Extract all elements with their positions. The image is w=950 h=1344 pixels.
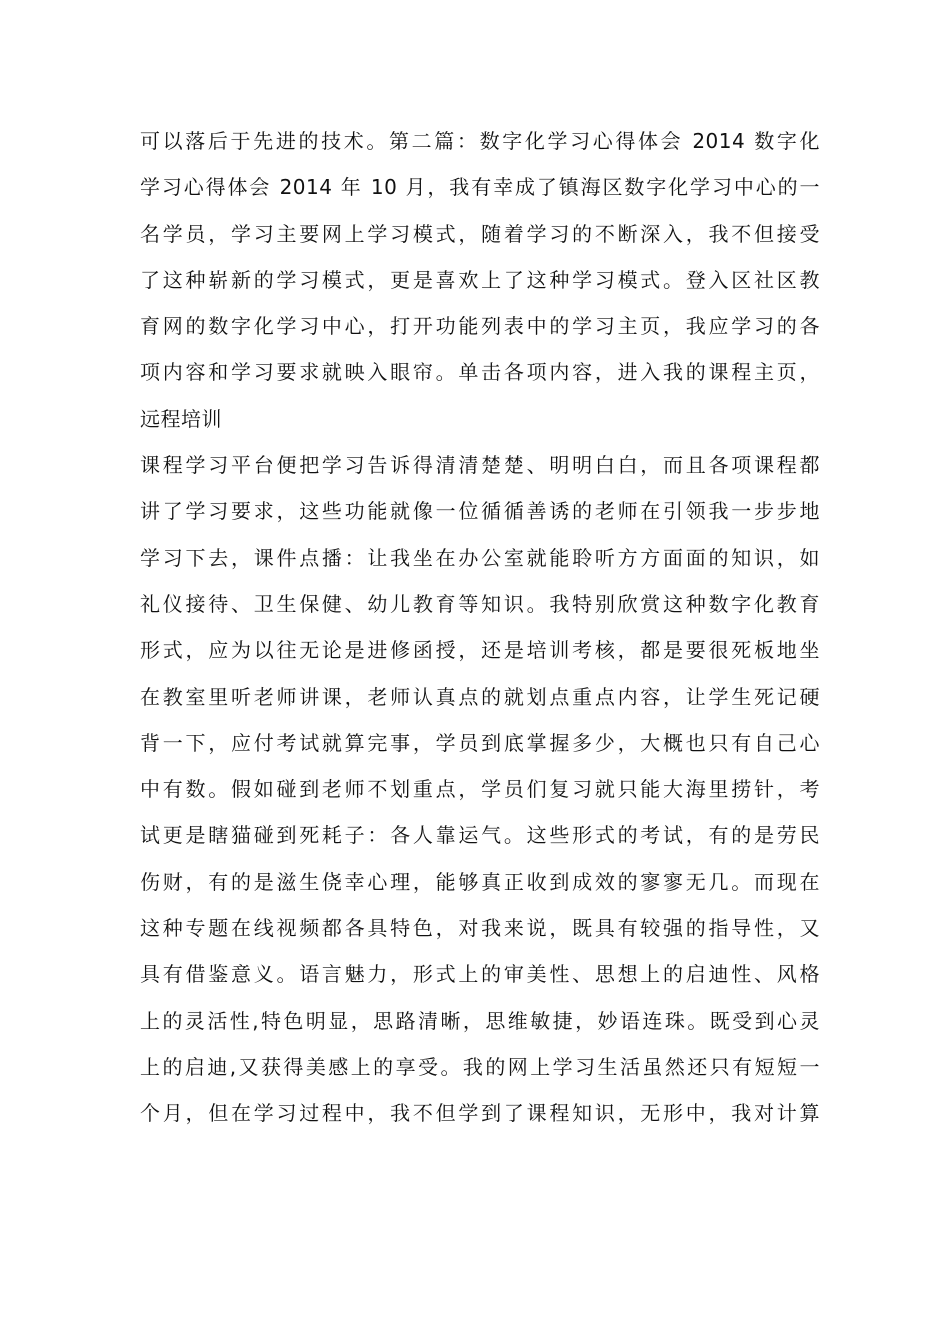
text-line: 上的灵活性,特色明显，思路清晰，思维敏捷，妙语连珠。既受到心灵: [140, 1008, 820, 1033]
text-line: 课程学习平台便把学习告诉得清清楚楚、明明白白，而且各项课程都: [140, 453, 820, 478]
paragraph-2: [140, 442, 820, 1136]
text-line: 背一下，应付考试就算完事，学员到底掌握多少，大概也只有自己心: [140, 730, 820, 755]
text-line: 可以落后于先进的技术。第二篇：数字化学习心得体会 2014 数字化: [140, 129, 820, 153]
text-line: 名学员，学习主要网上学习模式，随着学习的不断深入，我不但接受: [140, 221, 820, 246]
text-line: 试更是瞎猫碰到死耗子：各人靠运气。这些形式的考试，有的是劳民: [140, 823, 820, 848]
text-line: 伤财，有的是滋生侥幸心理，能够真正收到成效的寥寥无几。而现在: [140, 869, 820, 894]
text-line: 礼仪接待、卫生保健、幼儿教育等知识。我特别欣赏这种数字化教育: [140, 591, 820, 616]
text-line: 上的启迪,又获得美感上的享受。我的网上学习生活虽然还只有短短一: [140, 1054, 820, 1079]
text-line: 在教室里听老师讲课，老师认真点的就划点重点内容，让学生死记硬: [140, 684, 820, 709]
text-line: 育网的数字化学习中心，打开功能列表中的学习主页，我应学习的各: [140, 314, 820, 339]
text-line: 形式，应为以往无论是进修函授，还是培训考核，都是要很死板地坐: [140, 638, 820, 663]
text-line: 远程培训: [140, 406, 222, 431]
document-body: [140, 118, 820, 1137]
paragraph-1: [140, 118, 820, 442]
text-line: 个月，但在学习过程中，我不但学到了课程知识，无形中，我对计算: [140, 1101, 820, 1126]
text-line: 了这种崭新的学习模式，更是喜欢上了这种学习模式。登入区社区教: [140, 267, 820, 292]
text-line: 学习心得体会 2014 年 10 月，我有幸成了镇海区数字化学习中心的一: [140, 175, 820, 200]
text-line: 学习下去，课件点播：让我坐在办公室就能聆听方方面面的知识，如: [140, 545, 820, 570]
text-line: 中有数。假如碰到老师不划重点，学员们复习就只能大海里捞针，考: [140, 777, 820, 802]
text-line: 具有借鉴意义。语言魅力，形式上的审美性、思想上的启迪性、风格: [140, 962, 820, 987]
text-line: 这种专题在线视频都各具特色，对我来说，既具有较强的指导性，又: [140, 916, 820, 941]
text-line: 项内容和学习要求就映入眼帘。单击各项内容，进入我的课程主页，: [140, 360, 820, 385]
text-line: 讲了学习要求，这些功能就像一位循循善诱的老师在引领我一步步地: [140, 499, 820, 524]
